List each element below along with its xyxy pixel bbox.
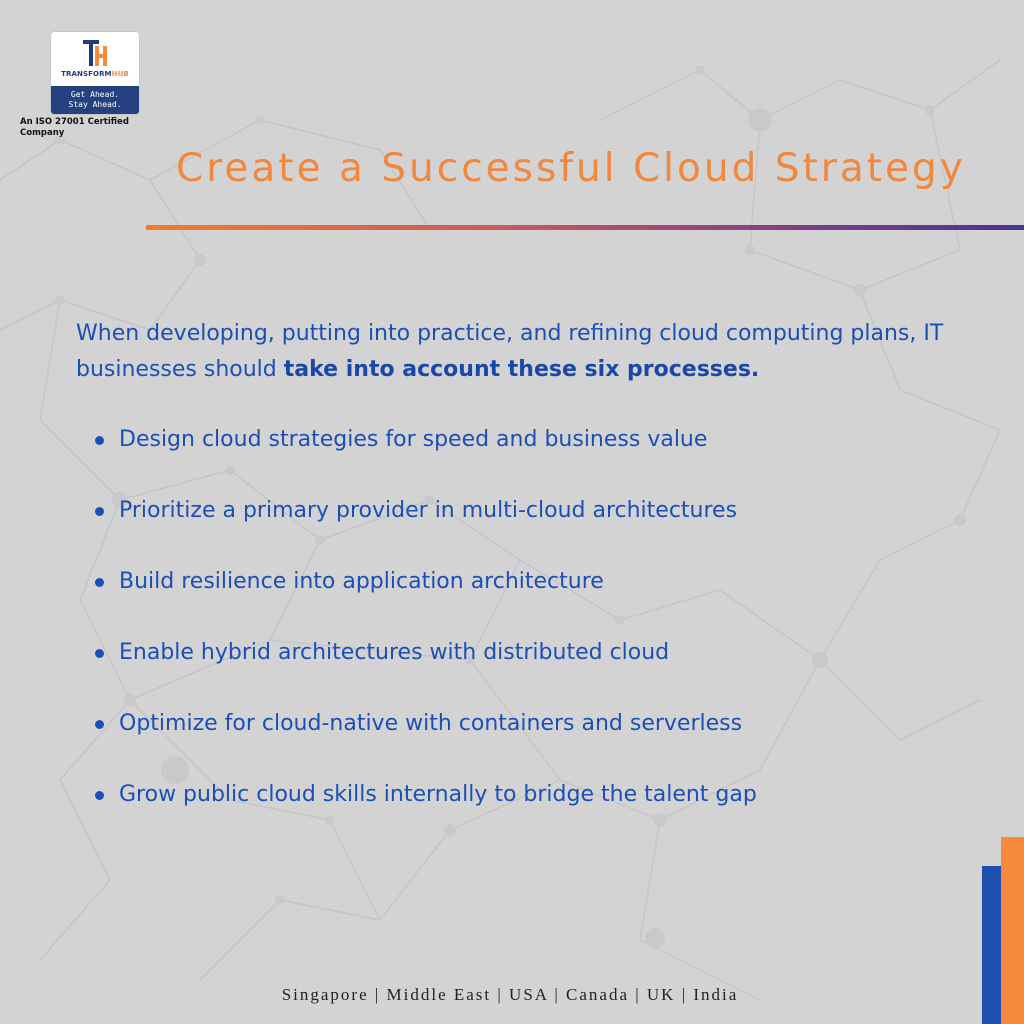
list-item	[95, 562, 757, 633]
tagline-line-2: Stay Ahead.	[68, 100, 122, 109]
transformhub-logo-mark-icon	[81, 38, 109, 68]
list-item-text: Build resilience into application architecture	[119, 569, 604, 594]
intro-emphasis: take into account these six processes.	[283, 357, 760, 382]
intro-text: When developing, putting into practice, and refining cloud computing plans, IT businesses should	[76, 321, 944, 382]
bullet-icon	[95, 436, 104, 445]
iso-certification-note: An ISO 27001 Certified Company	[20, 117, 129, 138]
list-item	[95, 633, 757, 704]
bullet-icon	[95, 649, 104, 658]
bullet-icon	[95, 791, 104, 800]
list-item	[95, 491, 757, 562]
page-title: Create a Successful Cloud Strategy	[176, 146, 966, 191]
list-item-text: Design cloud strategies for speed and business value	[119, 427, 708, 452]
logo-wordmark: TRANSFORMHUB	[61, 70, 129, 78]
bullet-icon	[95, 720, 104, 729]
list-item-text: Grow public cloud skills internally to bridge the talent gap	[119, 782, 757, 807]
list-item-text: Prioritize a primary provider in multi-cloud architectures	[119, 498, 738, 523]
list-item-text: Optimize for cloud-native with containers and serverless	[119, 711, 743, 736]
list-item-text: Enable hybrid architectures with distributed cloud	[119, 640, 670, 665]
bullet-icon	[95, 507, 104, 516]
corner-accent-orange-bar	[1001, 837, 1024, 1024]
corner-accent-blue-bar	[982, 866, 1001, 1024]
process-list	[95, 420, 757, 846]
bullet-icon	[95, 578, 104, 587]
list-item	[95, 775, 757, 846]
tagline-line-1: Get Ahead.	[70, 90, 120, 99]
title-divider	[146, 225, 1024, 230]
list-item	[95, 420, 757, 491]
footer-locations: Singapore | Middle East | USA | Canada | UK | India	[281, 985, 739, 1004]
intro-paragraph	[76, 316, 976, 388]
list-item	[95, 704, 757, 775]
logo-tagline	[51, 86, 139, 114]
company-logo	[50, 31, 140, 115]
